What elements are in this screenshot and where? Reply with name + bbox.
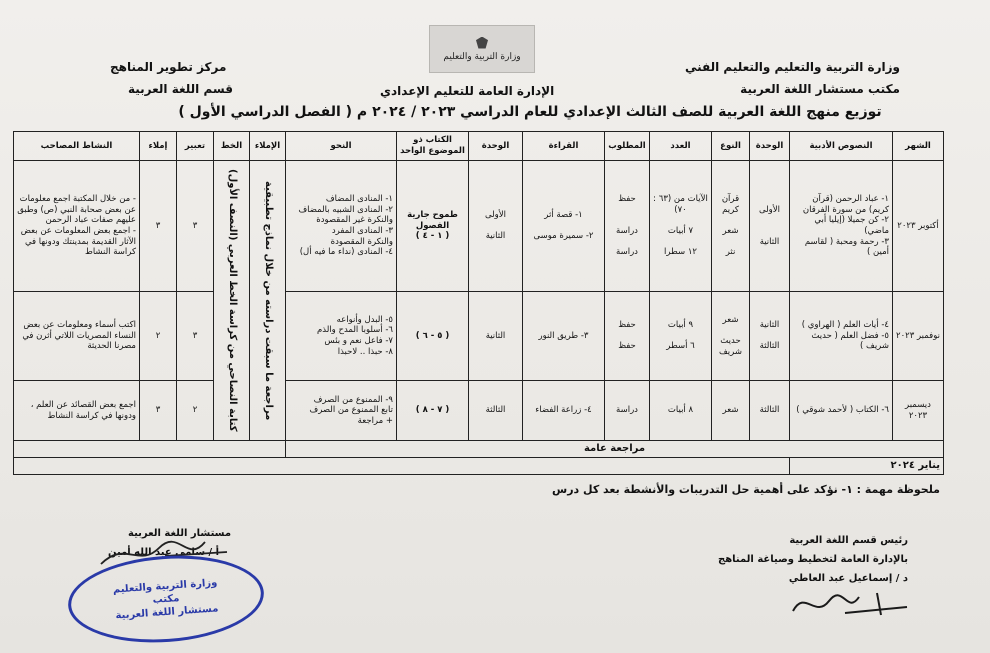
required-cell: حفظ دراسة دراسة bbox=[605, 161, 650, 292]
header-required: المطلوب bbox=[605, 132, 650, 161]
month-cell: نوفمبر ٢٠٢٣ bbox=[893, 292, 944, 381]
type-cell: شعر bbox=[712, 381, 750, 441]
january-empty-cell bbox=[14, 458, 790, 475]
grammar-cell: ٩- الممنوع من الصرف تابع الممنوع من الصرف + مراجعة bbox=[286, 381, 397, 441]
ministry-logo bbox=[429, 25, 535, 73]
texts-cell: ٦- الكتاب ( لأحمد شوقي ) bbox=[790, 381, 893, 441]
grammar-cell: ١- المنادى المضاف ٢- المنادى الشبيه بالمضاف والنكرة غير المقصودة ٣- المنادى المفرد والنكرة المقصودة ٤- المنادى (نداء ما فيه أل) bbox=[286, 161, 397, 292]
imla-vertical-text: مراجعة ما سبقت دراسته من خلال نماذج تطبيقية bbox=[262, 180, 274, 421]
book-cell: ( ٥ - ٦ ) bbox=[397, 292, 469, 381]
khatt-vertical-text: كتابة النصاحي من كراسة الخط العربي (النصف الأول) bbox=[226, 169, 238, 432]
review-empty-cell bbox=[14, 441, 286, 458]
type-cell: قرآن كريم شعر نثر bbox=[712, 161, 750, 292]
office-name: مكتب مستشار اللغة العربية bbox=[740, 82, 900, 96]
header-khatt: الخط bbox=[214, 132, 250, 161]
unit-cell: الأولى الثانية bbox=[750, 161, 790, 292]
curriculum-table bbox=[13, 131, 944, 475]
header-grammar: النحو bbox=[286, 132, 397, 161]
required-cell: دراسة bbox=[605, 381, 650, 441]
important-note: ملحوظة مهمة : ١- نؤكد على أهمية حل التدريبات والأنشطة بعد كل درس bbox=[552, 483, 940, 496]
table-row bbox=[14, 161, 944, 292]
dictation-cell: ٣ bbox=[140, 161, 177, 292]
logo-text: وزارة التربية والتعليم bbox=[443, 51, 521, 62]
header-reading-unit: الوحدة bbox=[469, 132, 523, 161]
header-book: الكتاب ذو الموضوع الواحد bbox=[397, 132, 469, 161]
header-row bbox=[14, 132, 944, 161]
reading-cell: ٣- طريق النور bbox=[523, 292, 605, 381]
department-name: قسم اللغة العربية bbox=[128, 82, 233, 96]
review-row bbox=[14, 441, 944, 458]
head-directorate: بالإدارة العامة لتخطيط وصياغة المناهج bbox=[718, 554, 908, 565]
book-cell: طموح جارية الفصول ( ١ - ٤ ) bbox=[397, 161, 469, 292]
reading-unit-cell: الثالثة bbox=[469, 381, 523, 441]
ministry-name: وزارة التربية والتعليم والتعليم الفني bbox=[684, 60, 900, 74]
count-cell: ٨ أبيات bbox=[650, 381, 712, 441]
type-cell: شعر حديث شريف bbox=[712, 292, 750, 381]
head-title: رئيس قسم اللغة العربية bbox=[789, 535, 908, 546]
dictation-cell: ٣ bbox=[140, 381, 177, 441]
expression-cell: ٣ bbox=[177, 161, 214, 292]
expression-cell: ٣ bbox=[177, 292, 214, 381]
header-unit: الوحدة bbox=[750, 132, 790, 161]
month-cell: ديسمبر ٢٠٢٣ bbox=[893, 381, 944, 441]
header-dictation: إملاء bbox=[140, 132, 177, 161]
header-reading: القراءة bbox=[523, 132, 605, 161]
texts-cell: ٤- أيات العلم ( الهراوي ) ٥- فضل العلم ( حديث شريف ) bbox=[790, 292, 893, 381]
document-title: توزيع منهج اللغة العربية للصف الثالث الإعدادي للعام الدراسي ٢٠٢٣ / ٢٠٢٤ م ( الفصل الدراسي الأول ) bbox=[178, 104, 882, 120]
header-imla: الإملاء bbox=[250, 132, 286, 161]
count-cell: ٩ أبيات ٦ أسطر bbox=[650, 292, 712, 381]
stamp-line-1: وزارة التربية والتعليم bbox=[112, 576, 218, 596]
reading-cell: ١- قصة أثر ٢- سميرة موسى bbox=[523, 161, 605, 292]
header-activity: النشاط المصاحب bbox=[14, 132, 140, 161]
stamp-line-2: مكتب bbox=[152, 592, 180, 606]
table-row bbox=[14, 292, 944, 381]
header-texts: النصوص الأدبية bbox=[790, 132, 893, 161]
stamp-line-3: مستشار اللغة العربية bbox=[115, 602, 219, 622]
dictation-cell: ٢ bbox=[140, 292, 177, 381]
khatt-merged-cell bbox=[214, 161, 250, 441]
reading-unit-cell: الأولى الثانية bbox=[469, 161, 523, 292]
head-name: د / إسماعيل عبد العاطي bbox=[788, 573, 908, 584]
activity-cell: - من خلال المكتبة اجمع معلومات عن بعض صحابة النبي (ص) وطبق عليهم صفات عباد الرحمن - اجمع بعض المعلومات عن بعض الآثار القديمة بمدينتك ودونها في كراسة النشاط bbox=[14, 161, 140, 292]
month-cell: أكتوبر ٢٠٢٣ bbox=[893, 161, 944, 292]
january-cell: يناير ٢٠٢٤ bbox=[790, 458, 944, 475]
unit-cell: الثالثة bbox=[750, 381, 790, 441]
header-type: النوع bbox=[712, 132, 750, 161]
reading-cell: ٤- زراعة الفضاء bbox=[523, 381, 605, 441]
header-expression: تعبير bbox=[177, 132, 214, 161]
unit-cell: الثانية الثالثة bbox=[750, 292, 790, 381]
advisor-title: مستشار اللغة العربية bbox=[128, 528, 232, 539]
signature-right-icon bbox=[785, 585, 915, 621]
general-review-cell: مراجعة عامة bbox=[286, 441, 944, 458]
eagle-emblem-icon bbox=[476, 37, 488, 49]
reading-unit-cell: الثانية bbox=[469, 292, 523, 381]
center-name: مركز تطوير المناهج bbox=[110, 60, 227, 74]
table-row bbox=[14, 381, 944, 441]
grammar-cell: ٥- البدل وأنواعه ٦- أسلوبا المدح والذم ٧- فاعل نعم و بئس ٨- حبذا .. لاحبذا bbox=[286, 292, 397, 381]
imla-merged-cell bbox=[250, 161, 286, 441]
expression-cell: ٢ bbox=[177, 381, 214, 441]
activity-cell: اكتب أسماء ومعلومات عن بعض النساء المصريات اللاتي أثرن في مصرنا الحديثة bbox=[14, 292, 140, 381]
january-row bbox=[14, 458, 944, 475]
directorate-name: الإدارة العامة للتعليم الإعدادي bbox=[380, 84, 555, 98]
count-cell: الآيات من (٦٣ : ٧٠) ٧ أبيات ١٢ سطرا bbox=[650, 161, 712, 292]
activity-cell: اجمع بعض القصائد عن العلم ، ودونها في كراسة النشاط bbox=[14, 381, 140, 441]
advisor-name: أ / سامي عبد الله أمين bbox=[108, 547, 220, 558]
required-cell: حفظ حفظ bbox=[605, 292, 650, 381]
header-count: العدد bbox=[650, 132, 712, 161]
header-month: الشهر bbox=[893, 132, 944, 161]
texts-cell: ١- عباد الرحمن (قرآن كريم) من سورة الفرقان ٢- كن جميلا (إيليا أبي ماضي) ٣- رحمة ومحبة ( لقاسم أمين ) bbox=[790, 161, 893, 292]
book-cell: ( ٧ - ٨ ) bbox=[397, 381, 469, 441]
